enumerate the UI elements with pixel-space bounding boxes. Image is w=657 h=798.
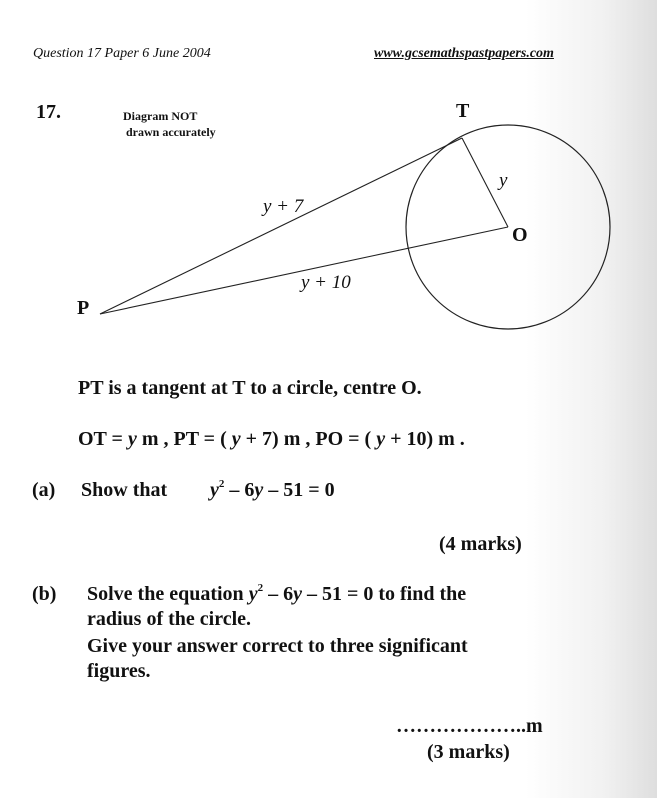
part-b-label: (b) [32,583,57,605]
question-reference: Question 17 Paper 6 June 2004 [33,46,211,61]
part-a-equation: $y^2 - 6y - 51 = 0$ [210,478,335,501]
website-link[interactable]: www.gcsemathspastpapers.com [374,46,554,61]
line-po [100,227,508,314]
answer-line: ………………..m [396,715,543,737]
tangent-line-pt [100,138,462,314]
part-b-line4: figures. [87,660,151,682]
part-b-line2: radius of the circle. [87,608,252,630]
segment-pt-label: y + 7 [263,196,304,217]
segment-ot-label: y [499,170,508,191]
statement-line1: PT is a tangent at T to a circle, centre O. [78,377,422,399]
statement-line2: OT = y m , PT = ( y + 7) m , PO = ( y + 10) m . [78,428,465,450]
question-number: 17. [36,101,61,123]
part-b-line3: Give your answer correct to three significant [87,635,468,657]
point-t-label: T [456,100,470,122]
diagram-note-line2: drawn accurately [126,125,216,139]
point-o-label: O [512,224,528,246]
segment-po-label: y + 10 [301,272,351,293]
diagram-note-line1: Diagram NOT [123,109,198,123]
point-p-label: P [77,297,90,319]
part-b-marks: (3 marks) [427,741,510,763]
part-a-marks: (4 marks) [439,533,522,555]
part-a-label: (a) [32,479,56,501]
part-b-line1: Solve the equation $y^2 - 6y - 51 = 0$ to find the [87,582,467,605]
part-a-text: Show that [81,479,168,501]
